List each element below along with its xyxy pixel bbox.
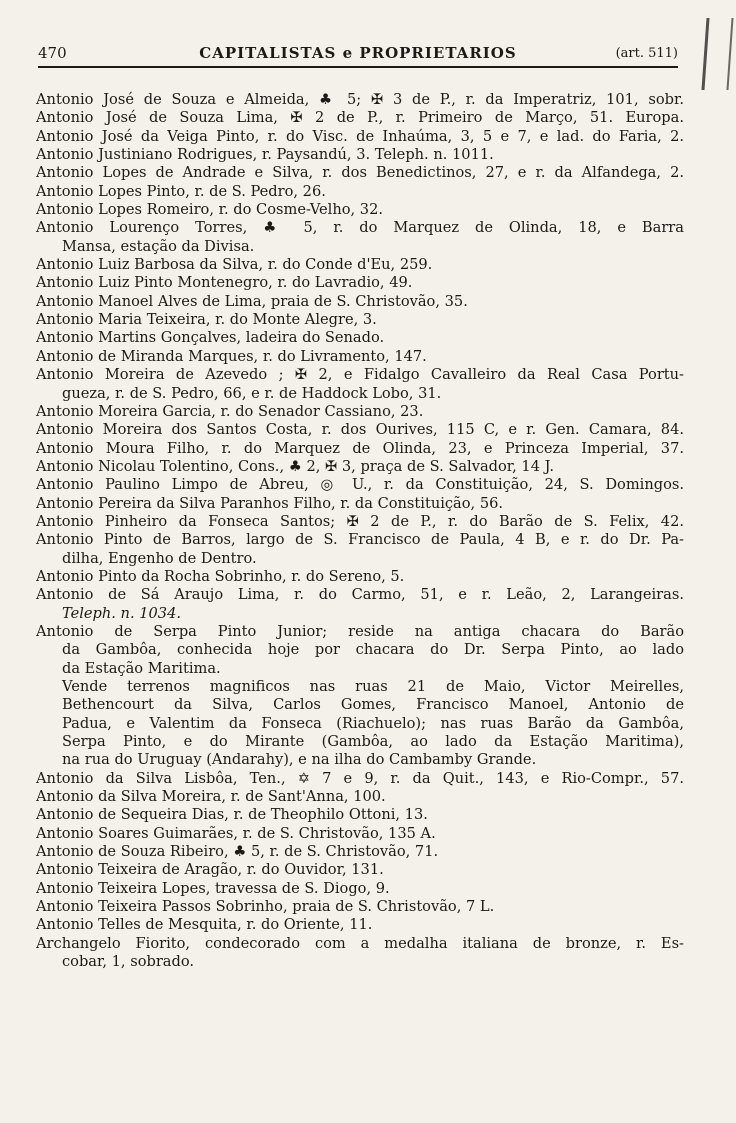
entry-line: Antonio Pinheiro da Fonseca Santos; ✠ 2 de P., r. do Barão de S. Felix, 42.	[36, 512, 684, 530]
entry-line: Antonio Nicolau Tolentino, Cons., ♣ 2, ✠ 3, praça de S. Salvador, 14 J.	[36, 457, 554, 475]
entry-line: Antonio Lopes Pinto, r. de S. Pedro, 26.	[36, 182, 326, 200]
entry-line: Antonio da Silva Lisbôa, Ten., ✡ 7 e 9, r. da Quit., 143, e Rio-Compr., 57.	[36, 769, 684, 787]
entry-continuation: da Gambôa, conhecida hoje por chacara do Dr. Serpa Pinto, ao lado	[62, 641, 684, 659]
entry-line: Antonio Moura Filho, r. do Marquez de Olinda, 23, e Princeza Imperial, 37.	[36, 439, 684, 457]
advert-line: na rua do Uruguay (Andarahy), e na ilha do Cambamby Grande.	[62, 751, 537, 769]
entry-line: Antonio de Sequeira Dias, r. de Theophilo Ottoni, 13.	[36, 806, 428, 824]
entry-line: Antonio José de Souza e Almeida, ♣ 5; ✠ 3 de P., r. da Imperatriz, 101, sobr.	[36, 91, 684, 108]
entry-line: Antonio Lourenço Torres, ♣ 5, r. do Marquez de Olinda, 18, e Barra	[36, 219, 684, 237]
entry-line: Antonio Teixeira de Aragão, r. do Ouvidor, 131.	[36, 861, 384, 879]
entry-line: Antonio Martins Gonçalves, ladeira do Senado.	[36, 329, 385, 347]
entry-line: Antonio Moreira de Azevedo ; ✠ 2, e Fidalgo Cavalleiro da Real Casa Portu-	[36, 366, 684, 384]
advert-line: Vende terrenos magnificos nas ruas 21 de Maio, Victor Meirelles,	[62, 678, 684, 695]
entry-line: Antonio Pereira da Silva Paranhos Filho, r. da Constituição, 56.	[36, 494, 504, 512]
entry-line: Antonio de Souza Ribeiro, ♣ 5, r. de S. Christovão, 71.	[36, 843, 439, 861]
advert-line: Padua, e Valentim da Fonseca (Riachuelo); nas ruas Barão da Gambôa,	[62, 714, 684, 732]
entry-continuation: da Estação Maritima.	[62, 659, 221, 677]
entry-line: Antonio Maria Teixeira, r. do Monte Alegre, 3.	[36, 311, 377, 329]
entry-continuation: Teleph. n. 1034.	[62, 604, 182, 622]
entry-line: Antonio Moreira dos Santos Costa, r. dos Ourives, 115 C, e r. Gen. Camara, 84.	[36, 421, 684, 439]
entry-line: Antonio Paulino Limpo de Abreu, ◎ U., r. da Constituição, 24, S. Domingos.	[36, 476, 684, 494]
entry-continuation: cobar, 1, sobrado.	[62, 953, 195, 971]
entry-line: Antonio da Silva Moreira, r. de Sant'Anna, 100.	[36, 788, 386, 806]
entry-line: Antonio José de Souza Lima, ✠ 2 de P., r. Primeiro de Março, 51. Europa.	[36, 109, 684, 127]
entry-line: Antonio Telles de Mesquita, r. do Oriente, 11.	[36, 916, 373, 934]
entry-line: Antonio Teixeira Passos Sobrinho, praia de S. Christovão, 7 L.	[36, 898, 495, 916]
entry-line: Antonio Lopes Romeiro, r. do Cosme-Velho, 32.	[36, 201, 383, 219]
entry-continuation: Mansa, estação da Divisa.	[62, 237, 255, 255]
entry-line: Antonio de Serpa Pinto Junior; reside na antiga chacara do Barão	[36, 622, 684, 640]
entry-continuation: dilha, Engenho de Dentro.	[62, 549, 257, 567]
page-title: CAPITALISTAS e PROPRIETARIOS	[199, 44, 517, 62]
entry-line: Antonio Soares Guimarães, r. de S. Christovão, 135 A.	[36, 824, 436, 842]
entry-line: Antonio Manoel Alves de Lima, praia de S. Christovão, 35.	[36, 292, 468, 310]
entry-list	[36, 91, 684, 972]
article-reference: (art. 511)	[615, 46, 678, 61]
advert-line: Bethencourt da Silva, Carlos Gomes, Francisco Manoel, Antonio de	[62, 696, 684, 714]
page-header	[38, 40, 678, 68]
page-number: 470	[38, 44, 67, 62]
entry-line: Antonio Moreira Garcia, r. do Senador Cassiano, 23.	[36, 402, 424, 420]
entry-line: Antonio José da Veiga Pinto, r. do Visc. de Inhaúma, 3, 5 e 7, e lad. do Faria, 2.	[36, 127, 684, 145]
entry-line: Antonio Luiz Barbosa da Silva, r. do Conde d'Eu, 259.	[36, 256, 433, 274]
entry-line: Antonio Lopes de Andrade e Silva, r. dos Benedictinos, 27, e r. da Alfandega, 2.	[36, 164, 684, 182]
entry-line: Antonio Pinto de Barros, largo de S. Francisco de Paula, 4 B, e r. do Dr. Pa-	[36, 531, 684, 549]
entry-continuation: gueza, r. de S. Pedro, 66, e r. de Haddock Lobo, 31.	[62, 384, 442, 402]
entry-line: Archangelo Fiorito, condecorado com a medalha italiana de bronze, r. Es-	[36, 934, 684, 952]
entry-line: Antonio de Sá Araujo Lima, r. do Carmo, 51, e r. Leão, 2, Larangeiras.	[36, 586, 684, 604]
entry-line: Antonio de Miranda Marques, r. do Livramento, 147.	[36, 347, 427, 365]
entry-line: Antonio Pinto da Rocha Sobrinho, r. do Sereno, 5.	[36, 567, 405, 585]
page-edge-mark	[701, 18, 733, 90]
entry-line: Antonio Justiniano Rodrigues, r. Paysandú, 3. Teleph. n. 1011.	[36, 146, 494, 164]
entry-line: Antonio Teixeira Lopes, travessa de S. Diogo, 9.	[36, 879, 390, 897]
advert-line: Serpa Pinto, e do Mirante (Gambôa, ao lado da Estação Maritima),	[62, 733, 684, 751]
entry-line: Antonio Luiz Pinto Montenegro, r. do Lavradio, 49.	[36, 274, 413, 292]
